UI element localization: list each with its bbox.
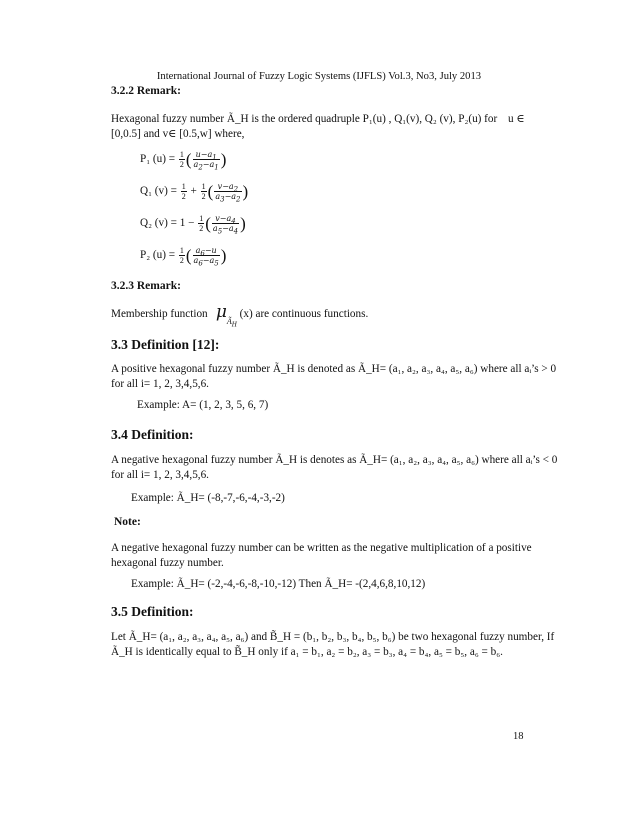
note-line1: A negative hexagonal fuzzy number can be written as the negative multiplication of a positive <box>111 542 532 554</box>
def-34-line2: for all i= 1, 2, 3,4,5,6. <box>111 469 209 481</box>
note-heading: Note: <box>114 516 141 528</box>
formula-q1: Q₁ (v) = $\frac{1}{2}$ + $\frac{1}{2}$ ( $\frac{v-a_2}{a_3-a_2}$ ) <box>140 182 249 204</box>
note-line2: hexagonal fuzzy number. <box>111 557 224 569</box>
formula-q1-label: Q₁ (v) = <box>140 185 177 198</box>
remark-322-heading: 3.2.2 Remark: <box>111 85 181 97</box>
formula-p1: P₁ (u) = $\frac{1}{2}$ ( $\frac{u-a_1}{a_2-a_1}$ ) <box>140 150 227 172</box>
def-34-example: Example: Ã_H= (-8,-7,-6,-4,-3,-2) <box>131 492 285 504</box>
def-35-line1: Let Ã_H= (a₁, a₂, a₃, a₄, a₅, a₆) and B̃_H = (b₁, b₂, b₃, b₄, b₅, b₆) be two hexagonal fuzzy number, If <box>111 631 555 643</box>
def-33-line1: A positive hexagonal fuzzy number Ã_H is denoted as Ã_H= (a₁, a₂, a₃, a₄, a₅, a₆) where all aᵢ’s > 0 <box>111 363 557 375</box>
formula-q2-label: Q₂ (v) = <box>140 217 177 230</box>
formula-q2: Q₂ (v) = 1 − $\frac{1}{2}$ ( $\frac{v-a_4}{a_5-a_4}$ ) <box>140 214 246 236</box>
mu-subscript: ÃH <box>226 317 237 329</box>
remark-323-text-after: (x) are continuous functions. <box>239 308 369 320</box>
remark-323-text-before: Membership function <box>111 308 208 320</box>
remark-323-heading: 3.2.3 Remark: <box>111 280 181 292</box>
def-34-line1: A negative hexagonal fuzzy number Ã_H is denotes as Ã_H= (a₁, a₂, a₃, a₄, a₅, a₆) where all aᵢ’s < 0 <box>111 454 558 466</box>
def-33-example: Example: A= (1, 2, 3, 5, 6, 7) <box>137 399 269 411</box>
page-number: 18 <box>513 731 524 742</box>
remark-323-text <box>111 302 369 329</box>
formula-p2: P₂ (u) = $\frac{1}{2}$ ( $\frac{a_6-u}{a_6-a_5}$ ) <box>140 246 227 268</box>
remark-322-intro-line2: [0,0.5] and v∈ [0.5,w] where, <box>111 128 245 140</box>
formula-p1-label: P₁ (u) = <box>140 153 176 166</box>
def-33-heading: 3.3 Definition [12]: <box>111 337 220 352</box>
journal-header: International Journal of Fuzzy Logic Systems (IJFLS) Vol.3, No3, July 2013 <box>156 71 482 82</box>
def-33-line2: for all i= 1, 2, 3,4,5,6. <box>111 378 209 390</box>
note-example: Example: Ã_H= (-2,-4,-6,-8,-10,-12) Then Ã_H= -(2,4,6,8,10,12) <box>131 578 426 590</box>
def-34-heading: 3.4 Definition: <box>111 427 194 442</box>
remark-322-intro-u: u ∈ <box>508 113 525 125</box>
formula-p2-label: P₂ (u) = <box>140 249 176 262</box>
def-35-heading: 3.5 Definition: <box>111 604 194 619</box>
def-35-line2: Ã_H is identically equal to B̃_H only if a₁ = b₁, a₂ = b₂, a₃ = b₃, a₄ = b₄, a₅ = b₅, a₆ = b₆. <box>111 646 503 658</box>
mu-symbol: μ <box>210 302 227 322</box>
remark-322-intro-line1: Hexagonal fuzzy number Ã_H is the ordered quadruple P₁(u) , Q₁(v), Q₂ (v), P₂(u) for <box>111 113 498 125</box>
